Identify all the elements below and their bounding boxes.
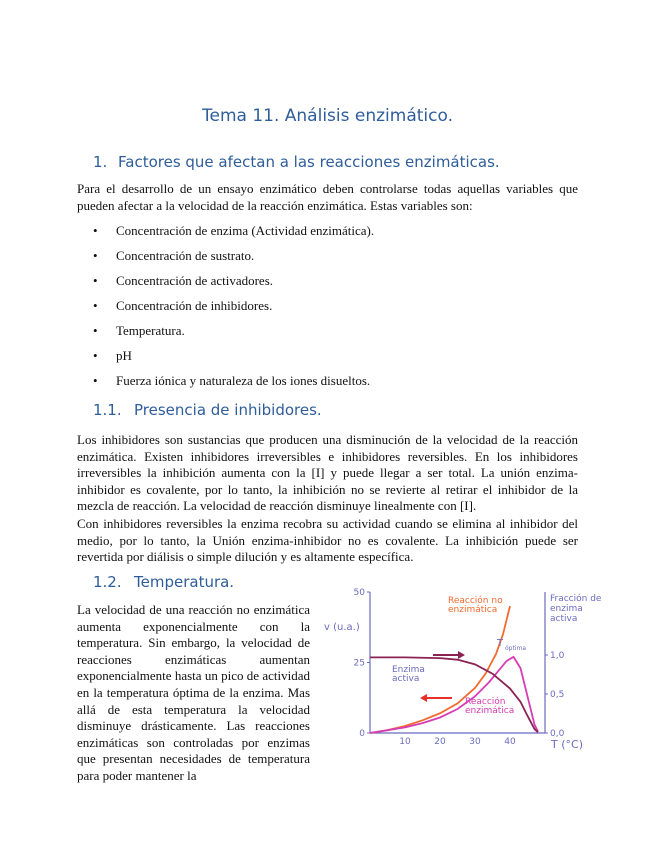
section-1-2-number: 1.2. <box>93 573 122 591</box>
x-tick-label: 40 <box>504 737 516 747</box>
bullet-text: Fuerza iónica y naturaleza de los iones disueltos. <box>116 373 371 388</box>
y2-axis-label: Fracción de <box>550 594 602 604</box>
bullet-icon: • <box>93 273 98 288</box>
bullet-text: Concentración de activadores. <box>116 273 274 288</box>
bullet-text: Concentración de inhibidores. <box>116 298 273 313</box>
y-tick-label: 25 <box>353 658 365 669</box>
series-label: activa <box>392 674 420 684</box>
section-1-number: 1. <box>93 153 108 171</box>
y2-tick-label: 1,0 <box>550 651 565 661</box>
y2-tick-label: 0,5 <box>550 690 565 700</box>
inhibitors-paragraph-1: Los inhibidores son sustancias que producen una disminución de la velocidad de la reacción enzimática. Existen inhibidores irreversibles e inhibidores reversibles. En los inhibidores irreversibles la inhibición aumenta con la [I] y puede llegar a ser total. La unión enzima-inhibidor es covalente, por lo tanto, la inhibición no se revierte al retirar el inhibidor de la mezcla de reacción. La velocidad de reacción disminuye linealmente con [I]. <box>77 432 578 514</box>
temperature-paragraph: La velocidad de una reacción no enzimática aumenta exponencialmente con la temperatura. Sin embargo, la velocidad de reacciones enzimáticas aumentan exponencialmente hasta un pico de actividad en la temperatura óptima de la enzima. Mas allá de esta temperatura la velocidad disminuye drásticamente. Las reacciones enzimáticas son controladas por enzimas que presentan necesidades de temperatura para poder mantener la <box>77 602 310 783</box>
x-axis-label: T (°C) <box>551 738 583 751</box>
bullet-icon: • <box>93 323 98 338</box>
y2-axis-label: activa <box>550 614 578 624</box>
section-1-heading: Factores que afectan a las reacciones enzimáticas. <box>118 153 500 171</box>
bullet-icon: • <box>93 373 98 388</box>
section-1-1-heading: Presencia de inhibidores. <box>134 401 322 419</box>
series-label: Reacción <box>465 697 506 707</box>
temperature-chart <box>320 580 620 760</box>
bullet-icon: • <box>93 348 98 363</box>
bullet-text: pH <box>116 348 132 363</box>
x-tick-label: 10 <box>399 737 411 747</box>
x-tick-label: 20 <box>434 737 446 747</box>
y-tick-label: 50 <box>353 588 365 598</box>
t-optimal-subscript: óptima <box>505 645 527 652</box>
bullet-icon: • <box>93 298 98 313</box>
y2-tick-label: 0,0 <box>550 729 565 739</box>
section-1-1-number: 1.1. <box>93 401 122 419</box>
y2-axis-label: enzima <box>550 604 583 614</box>
series-label: Reacción no <box>448 596 503 606</box>
inhibitors-paragraph-2: Con inhibidores reversibles la enzima recobra su actividad cuando se elimina al inhibidor del medio, por lo tanto, la Unión enzima-inhibidor no es covalente. La inhibición puede ser revertida por diálisis o simple dilución y es altamente específica. <box>77 516 578 565</box>
section-1-2-heading: Temperatura. <box>134 573 235 591</box>
section-1-intro: Para el desarrollo de un ensayo enzimático deben controlarse todas aquellas variables que pueden afectar a la velocidad de la reacción enzimática. Estas variables son: <box>77 181 578 213</box>
y-tick-label: 0 <box>359 729 365 739</box>
bullet-icon: • <box>93 248 98 263</box>
page-title: Tema 11. Análisis enzimático. <box>202 106 453 126</box>
arrow-right-icon <box>458 651 465 659</box>
series-label: enzimática <box>465 706 515 716</box>
bullet-text: Concentración de sustrato. <box>116 248 255 263</box>
y-axis-label: v (u.a.) <box>324 622 360 633</box>
bullet-text: Concentración de enzima (Actividad enzimática). <box>116 223 375 238</box>
bullet-text: Temperatura. <box>116 323 185 338</box>
x-tick-label: 30 <box>469 737 481 747</box>
arrow-left-icon <box>420 694 427 702</box>
t-optimal-label: T <box>497 638 504 649</box>
series-label: enzimática <box>448 605 498 615</box>
series-label: Enzima <box>392 665 425 675</box>
bullet-icon: • <box>93 223 98 238</box>
